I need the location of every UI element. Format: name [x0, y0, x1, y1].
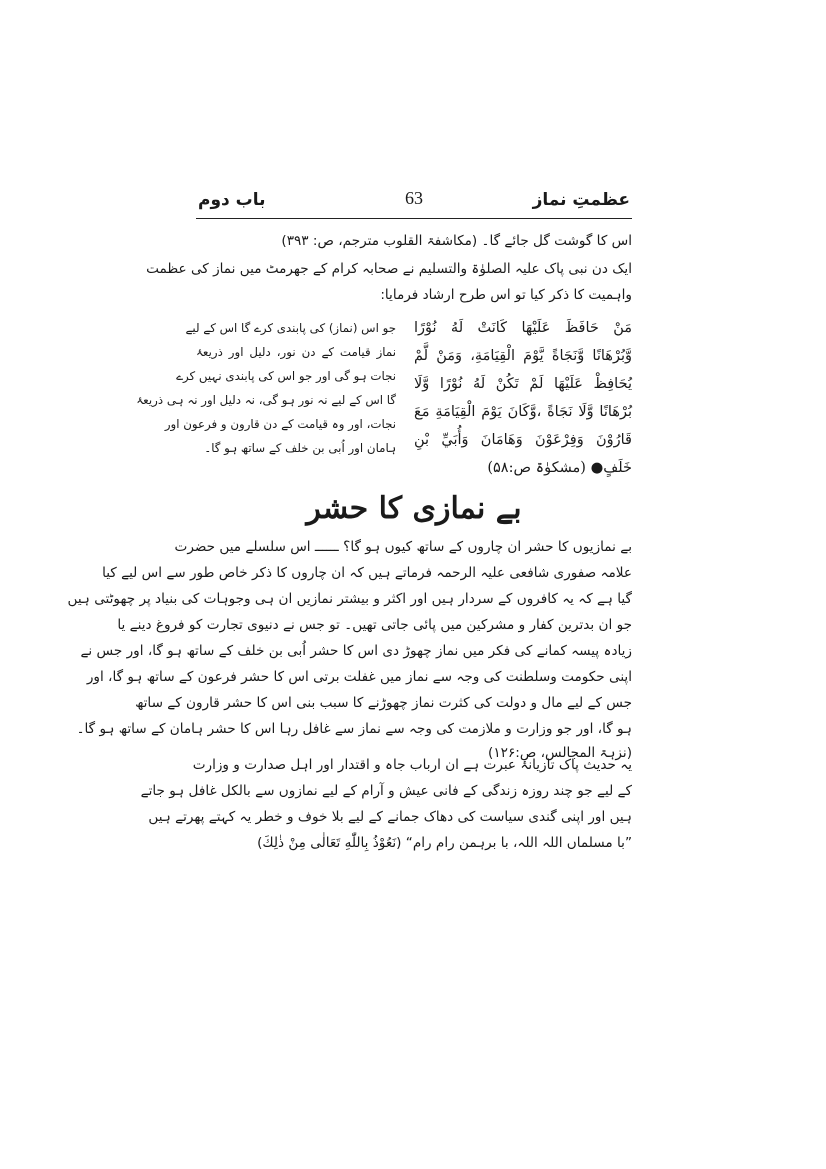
paragraph-line: ”با مسلماں اللہ اللہ، با برہمن رام رام“ (نَعُوْذُ بِاللّٰهِ تَعَالٰى مِنْ ذٰلِكَ)	[257, 835, 632, 851]
paragraph-line: جو ان بدترین کفار و مشرکین میں پائی جاتی تھیں۔ تو جس نے دنیوی تجارت کو فروغ دینے یا	[117, 617, 632, 633]
intro-line: واہمیت کا ذکر کیا تو اس طرح ارشاد فرمایا:	[380, 287, 632, 303]
translation-line: جو اس (نماز) کی پابندی کرے گا اس کے لیے	[185, 321, 396, 335]
paragraph-line: جس کے لیے مال و دولت کی کثرت نماز چھوڑنے کا سبب بنی اس کا حشر قارون کے ساتھ	[135, 695, 632, 711]
paragraph-line: ہو گا، اور جو وزارت و ملازمت کی وجہ سے نماز سے غافل رہا اس کا حشر ہامان کے ساتھ ہو گا۔	[76, 721, 632, 737]
paragraph-line: زیادہ پیسہ کمانے کی فکر میں نماز چھوڑ دی اس کا حشر اُبی بن خلف کے ساتھ ہو گا، اور جس نے	[80, 643, 632, 659]
translation-line: گا اس کے لیے نہ نور ہو گی، نہ دلیل اور نہ ہی ذریعۂ	[136, 393, 396, 407]
page-number: 63	[405, 188, 423, 208]
translation-line: نجات ہو گی اور جو اس کی پابندی نہیں کرے	[176, 369, 396, 383]
paragraph-line: علامہ صفوری شافعی علیہ الرحمہ فرماتے ہیں کہ ان چاروں کا ذکر خاص طور سے اس لیے کیا	[102, 565, 632, 581]
arabic-line: خَلَفٍ● (مشکوٰۃ ص:۵۸)	[487, 460, 632, 476]
paragraph-line: یہ حدیث پاک تازیانۂ عبرت ہے ان ارباب جاہ و اقتدار اور اہل صدارت و وزارت	[192, 757, 632, 773]
translation-line: نماز قیامت کے دن نور، دلیل اور ذریعۂ	[196, 345, 396, 359]
arabic-line: قَارُوْنَ وَفِرْعَوْنَ وَهَامَانَ وَأُبَيِّ بْنِ	[414, 432, 632, 448]
arabic-line: بُرْهَانًا وَّلَا نَجَاةً ،وَّكَانَ يَوْمَ الْقِيَامَةِ مَعَ	[414, 404, 632, 420]
reference-line: (نزہۃ المجالس، ص:۱۲۶)	[488, 745, 632, 761]
paragraph-line: بے نمازیوں کا حشر ان چاروں کے ساتھ کیوں ہو گا؟ ــــــ اس سلسلے میں حضرت	[174, 539, 632, 555]
paragraph-line: ہیں اور اپنی گندی سیاست کی دھاک جمانے کے لیے بلا خوف و خطر یہ کہتے پھرتے ہیں	[148, 809, 632, 825]
book-title: عظمتِ نماز	[532, 190, 630, 210]
intro-line: ایک دن نبی پاک علیہ الصلوٰۃ والتسلیم نے صحابہ کرام کے جھرمٹ میں نماز کی عظمت	[146, 261, 632, 277]
hadith-block	[136, 314, 632, 490]
paragraph-line: گیا ہے کہ یہ کافروں کے سردار ہیں اور اکثر و بیشتر نمازیں ان ہی وجوہات کی بنیاد پر چھوٹتی ہیں	[67, 591, 632, 607]
translation-line: ہامان اور اُبی بن خلف کے ساتھ ہو گا۔	[204, 441, 396, 455]
intro-line: اس کا گوشت گل جائے گا۔ (مکاشفۃ القلوب مترجم، ص: ۳۹۳)	[281, 233, 632, 249]
chapter-label: باب دوم	[198, 190, 266, 210]
paragraph-line: کے لیے جو چند روزہ زندگی کے فانی عیش و آرام کے لیے نمازوں سے بالکل غافل ہو جاتے	[140, 783, 632, 799]
arabic-line: يُحَافِظْ عَلَيْهَا لَمْ تَكُنْ لَهُ نُوْرًا وَّلَا	[414, 376, 632, 392]
book-page	[67, 188, 632, 851]
page-header	[196, 188, 632, 219]
arabic-line: مَنْ حَافَظَ عَلَيْهَا كَانَتْ لَهُ نُوْرًا	[414, 320, 632, 336]
paragraph-line: اپنی حکومت وسلطنت کی وجہ سے نماز میں غفلت برتی اس کا حشر فرعون کے ساتھ ہو گا، اور	[86, 669, 632, 685]
arabic-line: وَّبُرْهَانًا وَّنَجَاةً يَّوْمَ الْقِيَامَةِ، وَمَنْ لَّمْ	[414, 348, 632, 364]
section-heading: بے نمازی کا حشر	[306, 491, 522, 526]
translation-line: نجات، اور وہ قیامت کے دن قارون و فرعون اور	[164, 417, 396, 431]
